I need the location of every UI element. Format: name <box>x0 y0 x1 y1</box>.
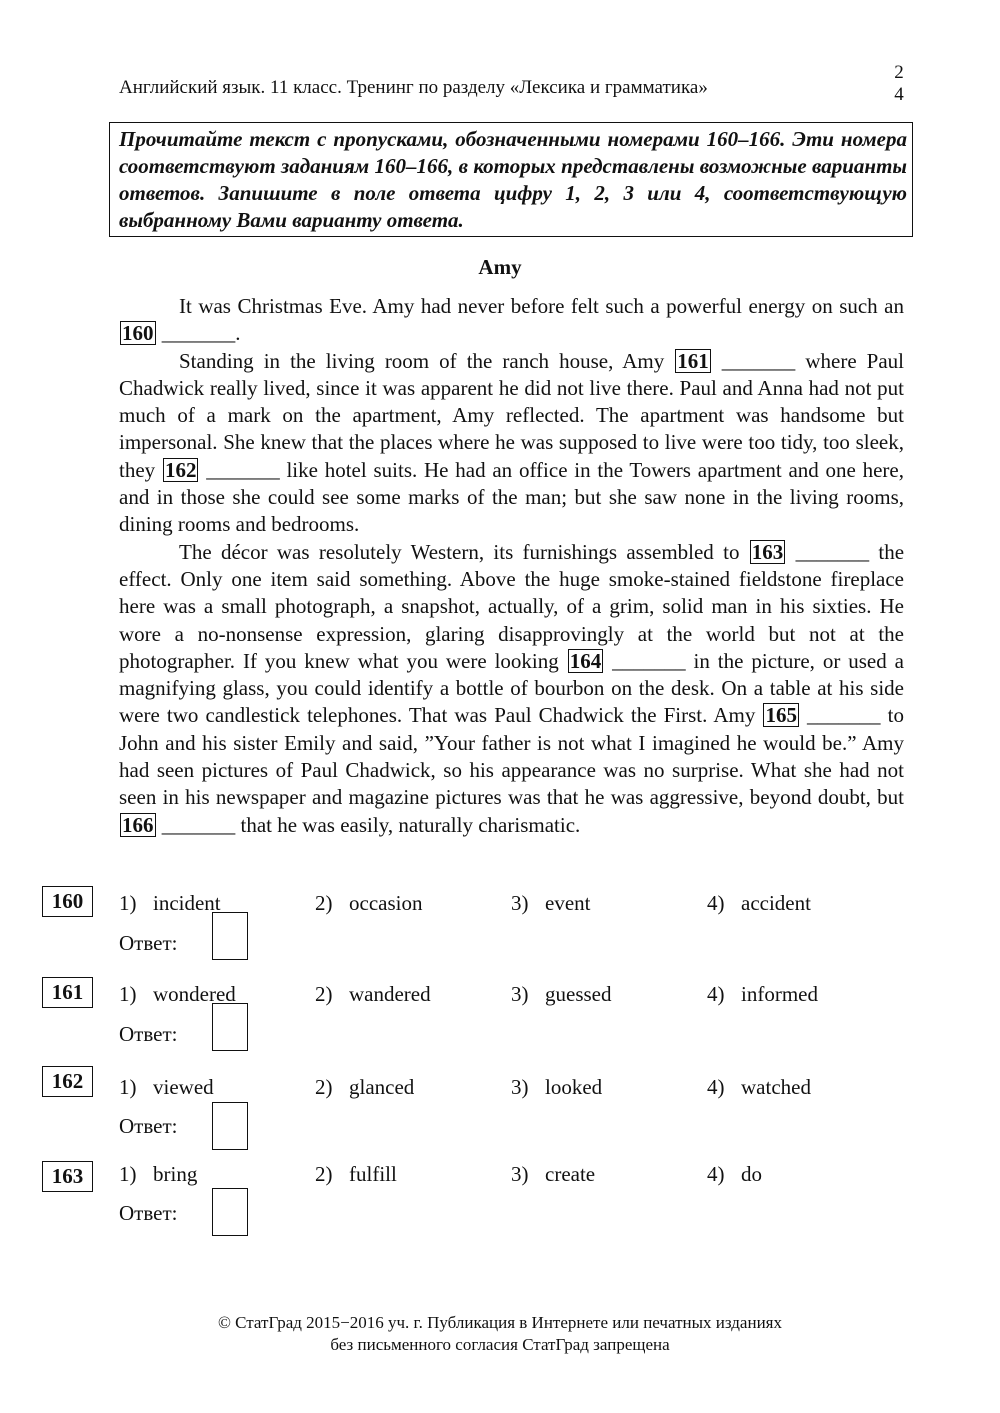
option-text: glanced <box>349 1075 415 1099</box>
gap-164: 164 <box>569 648 602 673</box>
text-segment: _______ like hotel suits. He had an office in the Towers apartment and one here, and in those she could see some marks of the man; but she saw none in the living rooms, dining rooms and bedrooms. <box>119 457 904 537</box>
option-number: 1) <box>119 891 137 915</box>
option-number: 3) <box>511 891 529 915</box>
option-text: looked <box>545 1075 603 1099</box>
option-text: bring <box>153 1162 198 1186</box>
paragraph-2 <box>119 348 904 539</box>
gap-163: 163 <box>751 539 784 564</box>
option-4[interactable] <box>707 1075 811 1100</box>
paragraph-3 <box>119 539 904 839</box>
instruction-box: Прочитайте текст с пропусками, обозначенными номерами 160–166. Эти номера соответствуют заданиям 160–166, в которых представлены возможные варианты ответов. Запишите в поле ответа цифру 1, 2, 3 или 4, соответствующую выбранному Вами варианту ответа. <box>109 122 913 237</box>
page-header: Английский язык. 11 класс. Тренинг по разделу «Лексика и грамматика» <box>119 77 708 98</box>
option-2[interactable] <box>315 1162 397 1187</box>
option-text: create <box>545 1162 596 1186</box>
answer-label: Ответ: <box>119 1022 178 1046</box>
option-number: 4) <box>707 891 725 915</box>
option-text: occasion <box>349 891 423 915</box>
option-2[interactable] <box>315 1075 414 1100</box>
text-segment: _______ the effect. Only one item said something. Above the huge smoke-stained fieldstone fireplace here was a small photograph, a snapshot, actually, of a grim, solid man in his sixties. He wore a no-nonsense expression, glaring disapprovingly at the world but not at the photographer. If you knew what you were looking <box>119 539 905 673</box>
option-number: 4) <box>707 1162 725 1186</box>
option-number: 3) <box>511 1075 529 1099</box>
option-2[interactable] <box>315 982 431 1007</box>
text-segment: Standing in the living room of the ranch house, Amy <box>179 348 665 373</box>
option-2[interactable] <box>315 891 422 916</box>
option-text: event <box>545 891 591 915</box>
option-1[interactable] <box>119 1075 214 1100</box>
option-number: 1) <box>119 1162 137 1186</box>
answer-label: Ответ: <box>119 931 178 955</box>
option-text: informed <box>741 982 818 1006</box>
option-number: 3) <box>511 982 529 1006</box>
task-163 <box>0 1161 1000 1251</box>
option-number: 3) <box>511 1162 529 1186</box>
option-text: wandered <box>349 982 431 1006</box>
text-segment: _______. <box>156 321 241 346</box>
option-number: 1) <box>119 982 137 1006</box>
option-number: 2) <box>315 1075 333 1099</box>
option-number: 4) <box>707 982 725 1006</box>
task-number: 163 <box>42 1161 93 1192</box>
footer-line-2: без письменного согласия СтатГрад запрещена <box>330 1335 670 1354</box>
option-4[interactable] <box>707 891 811 916</box>
option-3[interactable] <box>511 1162 595 1187</box>
option-text: guessed <box>545 982 612 1006</box>
option-1[interactable] <box>119 1162 197 1187</box>
task-number: 160 <box>42 886 93 917</box>
answer-box-160[interactable] <box>212 912 248 960</box>
footer-line-1: © СтатГрад 2015−2016 уч. г. Публикация в Интернете или печатных изданиях <box>218 1313 782 1332</box>
gap-165: 165 <box>765 703 797 728</box>
option-1[interactable] <box>119 891 221 916</box>
copyright-footer <box>0 1312 1000 1356</box>
option-3[interactable] <box>511 982 612 1007</box>
answer-label: Ответ: <box>119 1201 178 1225</box>
page-number-bottom: 4 <box>894 84 904 105</box>
text-segment: The décor was resolutely Western, its furnishings assembled to <box>179 539 740 564</box>
gap-160: 160 <box>122 321 154 346</box>
option-text: fulfill <box>349 1162 397 1186</box>
text-segment: _______ where Paul Chadwick really lived, since it was apparent he did not live there. Paul and Anna had not put much of a mark on the apartment, Amy reflected. The apartment was handsome but impersonal. She knew that the places where he was supposed to live were too tidy, too sleek, they <box>119 348 905 482</box>
text-title: Amy <box>478 255 522 279</box>
option-4[interactable] <box>707 982 818 1007</box>
text-segment: _______ that he was easily, naturally charismatic. <box>156 812 581 837</box>
gap-161: 161 <box>677 348 709 373</box>
paragraph-1 <box>119 293 904 348</box>
option-text: wondered <box>153 982 236 1006</box>
text-segment: _______ to John and his sister Emily and said, ”Your father is not what I imagined he would be.” Amy had seen pictures of Paul Chadwick, so his appearance was no surprise. What she had not seen in his newspaper and magazine pictures was that he was aggressive, beyond doubt, but <box>119 703 904 810</box>
task-number: 162 <box>42 1066 93 1097</box>
task-160 <box>0 886 1000 976</box>
option-text: watched <box>741 1075 811 1099</box>
task-number: 161 <box>42 977 93 1008</box>
answer-box-162[interactable] <box>212 1102 248 1150</box>
task-161 <box>0 977 1000 1067</box>
option-number: 2) <box>315 1162 333 1186</box>
page-number <box>887 62 911 106</box>
answer-label: Ответ: <box>119 1114 178 1138</box>
option-text: viewed <box>153 1075 214 1099</box>
answer-box-161[interactable] <box>212 1003 248 1051</box>
task-162 <box>0 1066 1000 1156</box>
option-4[interactable] <box>707 1162 762 1187</box>
answer-box-163[interactable] <box>212 1188 248 1236</box>
text-segment: It was Christmas Eve. Amy had never before felt such a powerful energy on such an <box>179 294 904 318</box>
option-text: accident <box>741 891 811 915</box>
page-number-top: 2 <box>894 62 904 83</box>
gap-162: 162 <box>164 457 197 482</box>
option-3[interactable] <box>511 891 590 916</box>
text-segment: _______ in the picture, or used a magnifying glass, you could identify a bottle of bourbon on the desk. On a table at his side were two candlestick telephones. That was Paul Chadwick the First. Amy <box>119 648 904 728</box>
option-text: do <box>741 1162 762 1186</box>
option-number: 4) <box>707 1075 725 1099</box>
option-number: 2) <box>315 891 333 915</box>
option-number: 2) <box>315 982 333 1006</box>
reading-text <box>119 293 904 839</box>
gap-166: 166 <box>122 812 154 837</box>
option-text: incident <box>153 891 221 915</box>
option-3[interactable] <box>511 1075 602 1100</box>
option-number: 1) <box>119 1075 137 1099</box>
